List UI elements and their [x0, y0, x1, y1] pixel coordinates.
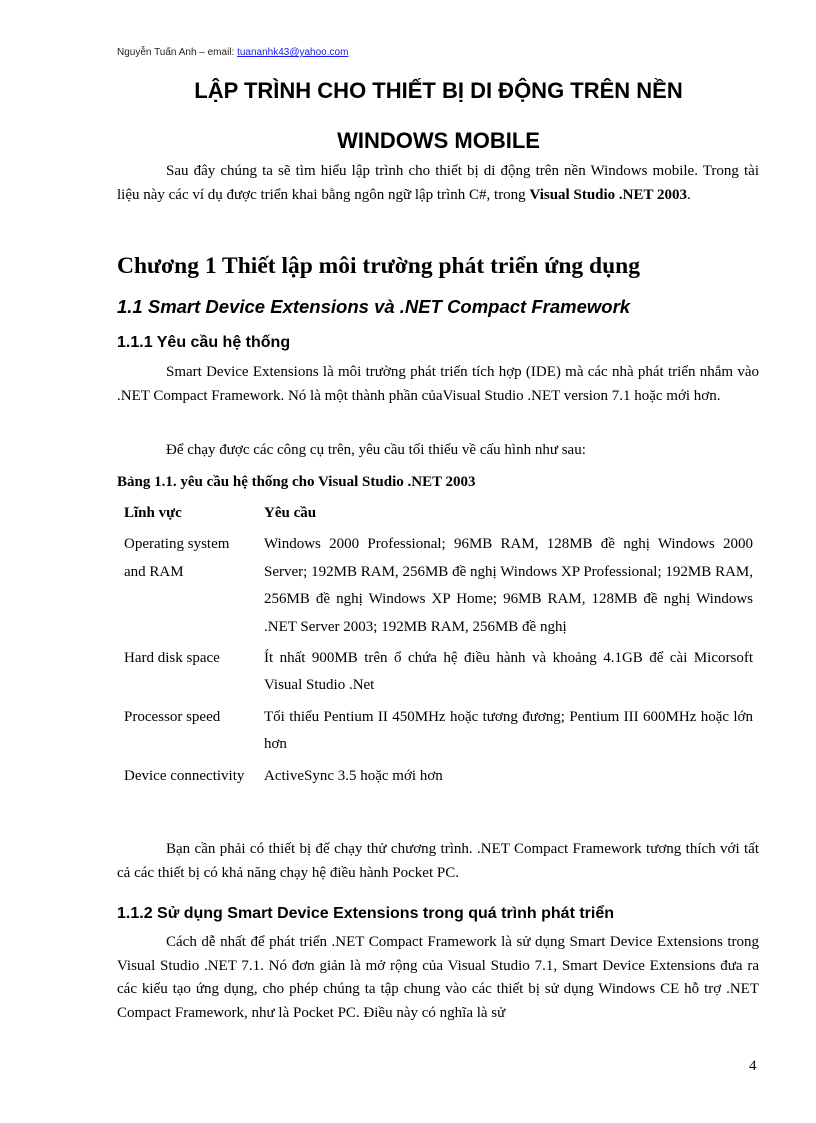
table-cell-requirement: Windows 2000 Professional; 96MB RAM, 128MB đề nghị Windows 2000 Server; 192MB RAM, 256MB đề nghị Windows XP Professional; 192MB RAM, 256MB đề nghị Windows XP Home; 96MB RAM, 128MB đề nghị Windows .NET Server 2003; 192MB RAM, 256MB đề nghị — [264, 536, 753, 635]
author-label: Nguyễn Tuấn Anh – email: — [117, 47, 238, 58]
page-header — [117, 47, 348, 58]
table-cell-area: Operating system and RAM — [124, 536, 230, 580]
intro-text: Sau đây chúng ta sẽ tìm hiểu lập trình cho thiết bị di động trên nền Windows mobile. Trong tài liệu này các ví dụ được triển khai bằng ngôn ngữ lập trình C#, trong — [117, 163, 759, 203]
intro-bold-text: Visual Studio .NET 2003 — [529, 186, 687, 203]
table-row — [117, 761, 760, 792]
document-title-line-2: WINDOWS MOBILE — [337, 128, 540, 153]
table-cell-area: Device connectivity — [124, 767, 245, 784]
table-cell-area: Hard disk space — [124, 650, 220, 667]
subsection-heading-1: 1.1.1 Yêu cầu hệ thống — [117, 334, 291, 351]
subsection-2-paragraph: Cách dễ nhất để phát triển .NET Compact Framework là sử dụng Smart Device Extensions trong Visual Studio .NET 7.1. Nó đơn giản là mở rộng của Visual Studio 7.1, Smart Device Extensions đưa ra các kiểu tạo ứng dụng, cho phép chúng ta tập chung vào các thiết bị sử dụng Windows CE hỗ trợ .NET Compact Framework, như là Pocket PC. Điều này có nghĩa là sử — [117, 934, 759, 1021]
table-header-requirement: Yêu cầu — [264, 505, 317, 521]
document-title-line-1: LẬP TRÌNH CHO THIẾT BỊ DI ĐỘNG TRÊN NỀN — [194, 78, 683, 103]
subsection-heading-2: 1.1.2 Sử dụng Smart Device Extensions trong quá trình phát triển — [117, 905, 615, 922]
table-cell-area: Processor speed — [124, 708, 221, 725]
author-email-link[interactable]: tuananhk43@yahoo.com — [237, 47, 349, 58]
page-number: 4 — [749, 1058, 757, 1074]
intro-paragraph — [117, 160, 759, 207]
device-paragraph: Bạn cần phải có thiết bị để chạy thử chương trình. .NET Compact Framework tương thích với tất cả các thiết bị có khả năng chạy hệ điều hành Pocket PC. — [117, 841, 759, 881]
table-header-area: Lĩnh vực — [124, 505, 182, 521]
table-header-row — [117, 498, 760, 529]
table-cell-requirement: ActiveSync 3.5 hoặc mới hơn — [264, 767, 443, 784]
section-heading: 1.1 Smart Device Extensions và .NET Compact Framework — [117, 296, 631, 317]
table-row — [117, 702, 760, 761]
table-row — [117, 529, 760, 643]
table-caption: Bảng 1.1. yêu cầu hệ thống cho Visual Studio .NET 2003 — [117, 474, 476, 490]
requirements-table — [117, 498, 760, 792]
table-cell-requirement: Ít nhất 900MB trên ổ chứa hệ điều hành và khoảng 4.1GB để cài Micorsoft Visual Studio .Net — [264, 650, 753, 694]
subsection-1-paragraph: Smart Device Extensions là môi trường phát triển tích hợp (IDE) mà các nhà phát triển nhắm vào .NET Compact Framework. Nó là một thành phần củaVisual Studio .NET version 7.1 hoặc mới hơn. — [117, 364, 759, 404]
chapter-heading: Chương 1 Thiết lập môi trường phát triển ứng dụng — [117, 253, 640, 279]
intro-end: . — [687, 186, 691, 203]
requirements-intro: Để chạy được các công cụ trên, yêu cầu tối thiểu về cấu hình như sau: — [166, 442, 586, 458]
table-cell-requirement: Tối thiểu Pentium II 450MHz hoặc tương đương; Pentium III 600MHz hoặc lớn hơn — [264, 708, 753, 753]
table-row — [117, 643, 760, 702]
